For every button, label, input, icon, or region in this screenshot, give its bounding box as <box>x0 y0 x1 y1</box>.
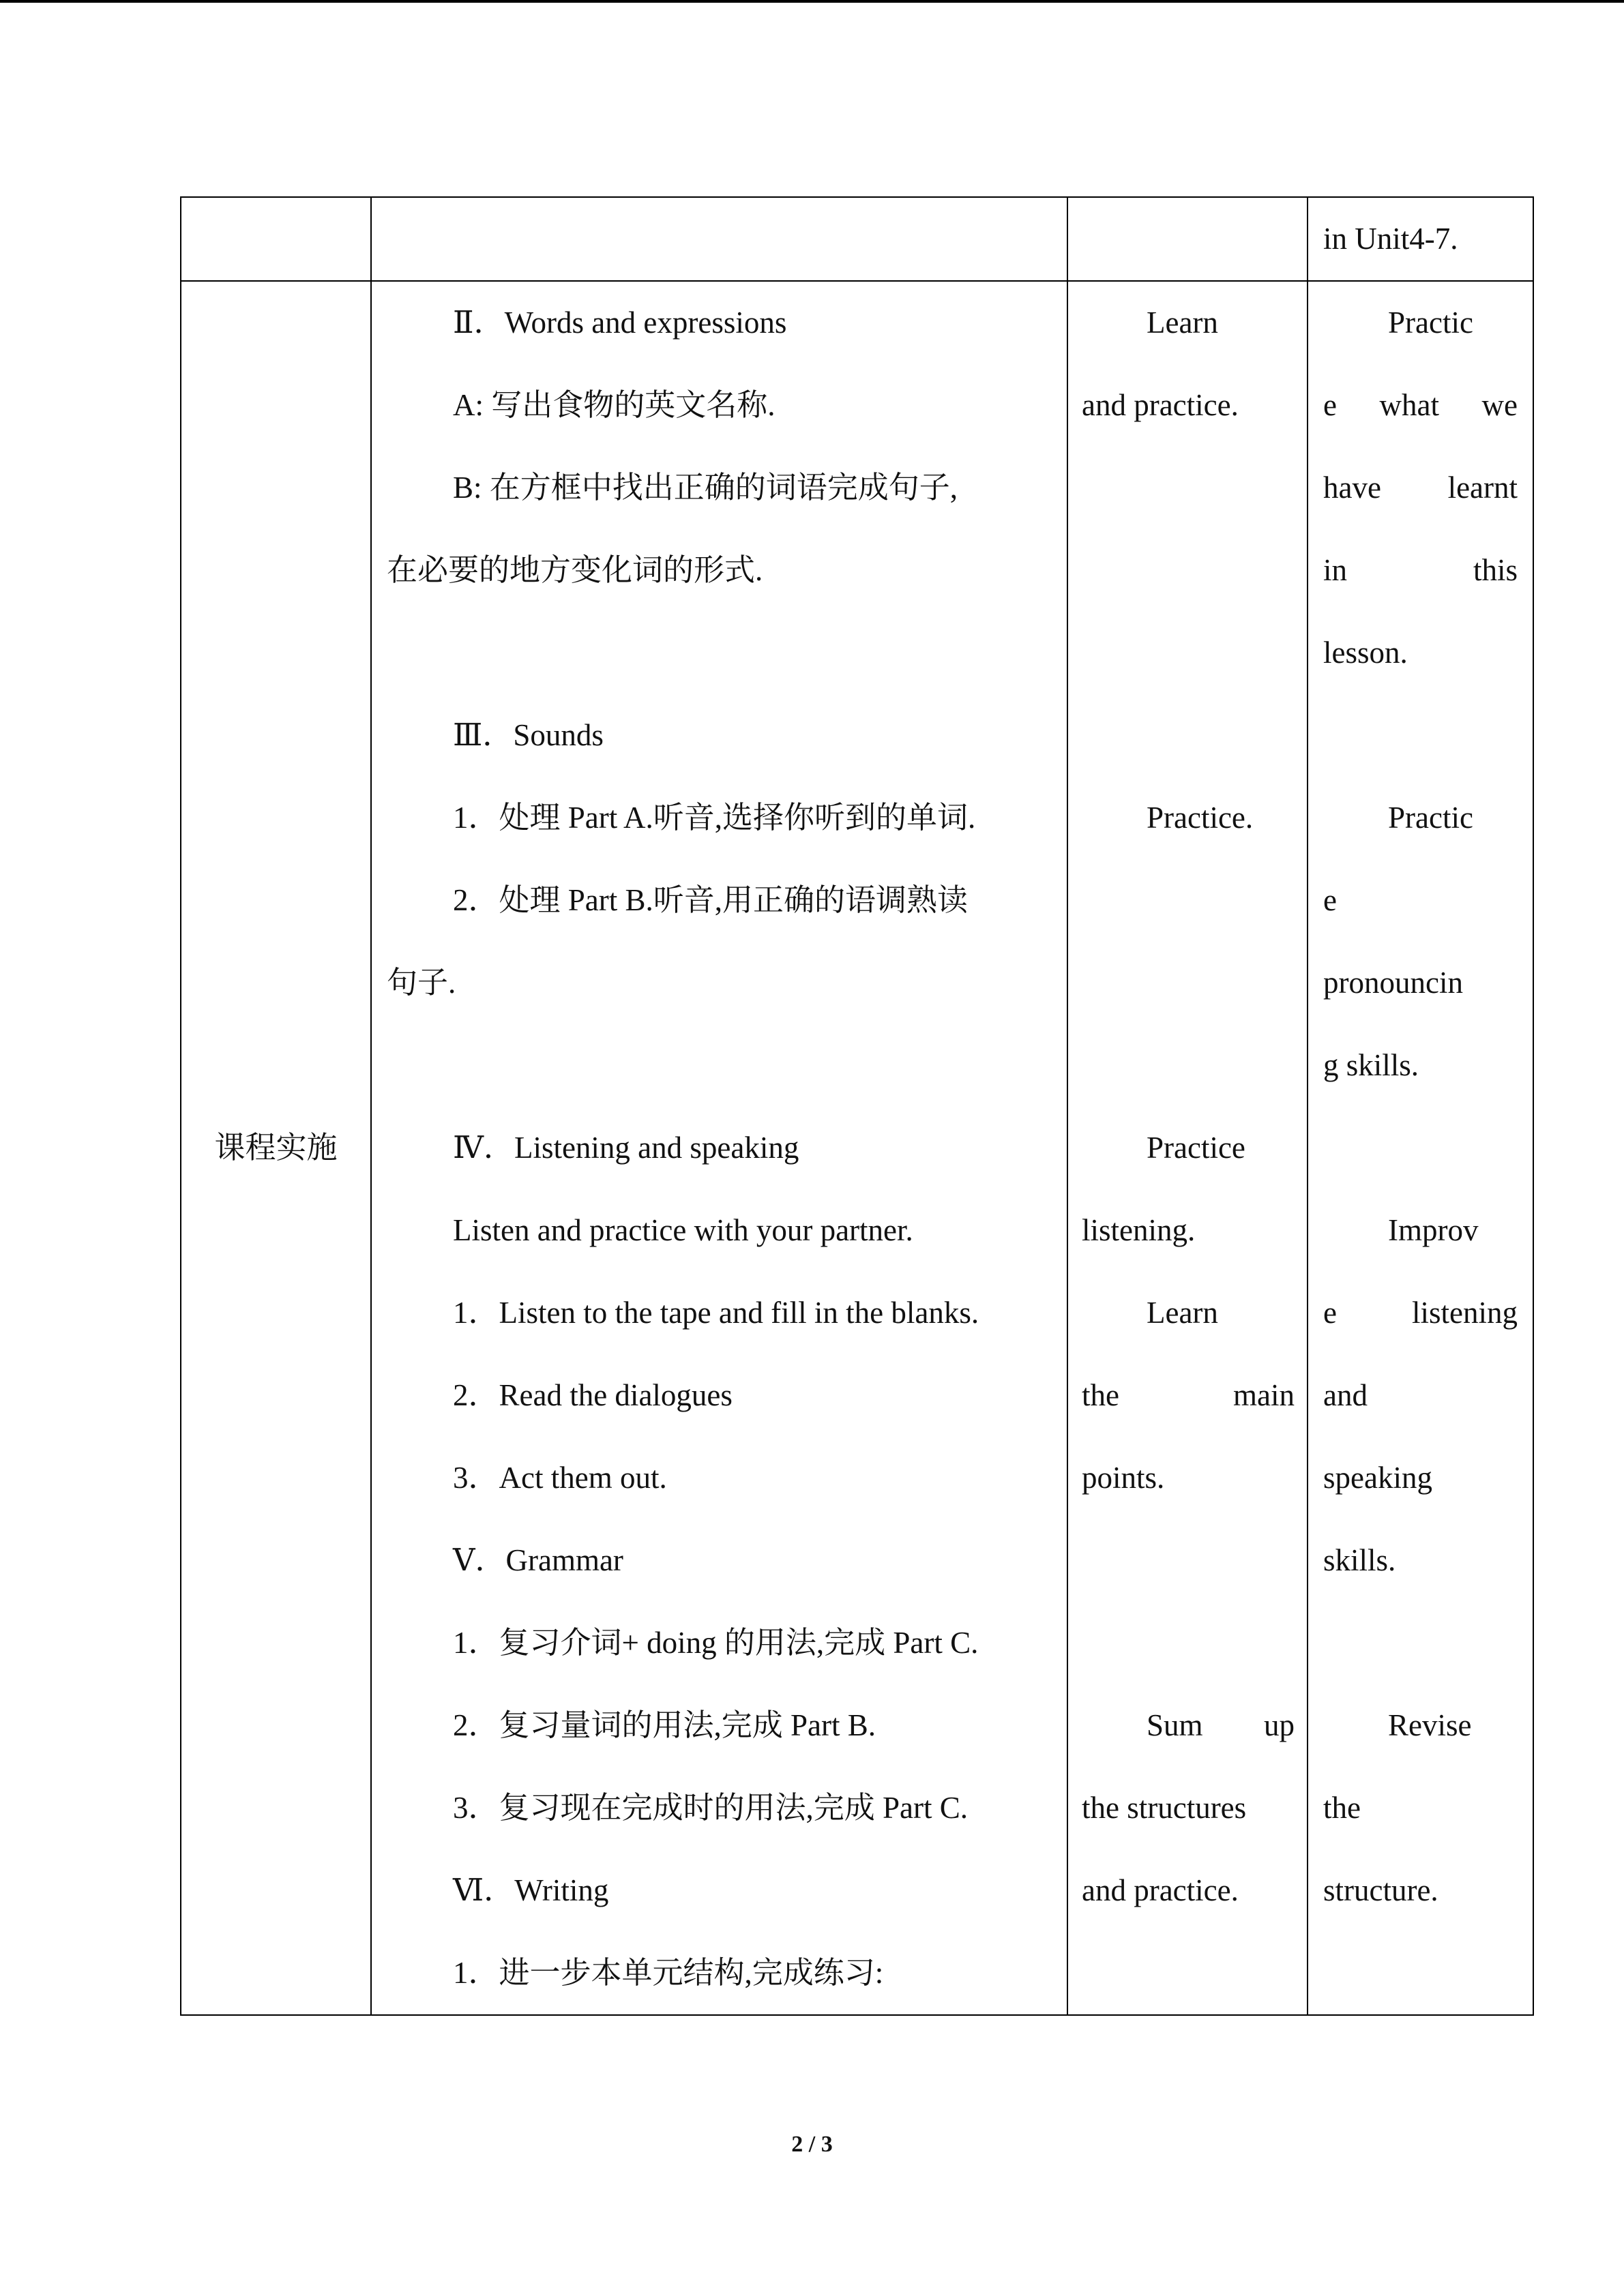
purpose-revise: Revise <box>1388 1708 1472 1742</box>
page-top-border <box>0 0 1624 3</box>
section-3-item-2-line2: 句子. <box>387 966 456 1000</box>
spacer <box>387 1024 1056 1107</box>
section-2-b-line2: 在必要的地方变化词的形式. <box>387 553 763 587</box>
purpose-structure: structure. <box>1323 1873 1438 1907</box>
page-number: 2 / 3 <box>791 2132 833 2157</box>
purpose-e-what-we: e what we <box>1323 388 1518 422</box>
section-4-title: Ⅳ．Listening and speaking <box>453 1131 799 1165</box>
purpose-have-learnt: have learnt <box>1323 471 1518 505</box>
purpose-improv: Improv <box>1388 1213 1479 1247</box>
cell-empty-label <box>181 197 371 281</box>
section-6-item-1: 1．进一步本单元结构,完成练习: <box>453 1956 884 1990</box>
content-cell <box>371 281 1067 2015</box>
activity-points: points. <box>1082 1461 1165 1495</box>
row-label-cell <box>181 281 371 2015</box>
section-5-title: Ⅴ．Grammar <box>453 1543 623 1577</box>
activity-practice: Practice. <box>1147 801 1254 835</box>
purpose-skills: skills. <box>1323 1543 1396 1577</box>
section-4-item-1: 1．Listen to the tape and fill in the blanks. <box>453 1296 979 1330</box>
section-3-item-1: 1．处理 Part A.听音,选择你听到的单词. <box>453 801 976 835</box>
cell-empty-activity <box>1067 197 1308 281</box>
activity-the-structures: the structures <box>1082 1791 1247 1825</box>
activity-sum-up: Sum up <box>1147 1708 1295 1742</box>
section-4-item-2: 2．Read the dialogues <box>453 1378 733 1412</box>
purpose-and: and <box>1323 1378 1368 1412</box>
purpose-g-skills: g skills. <box>1323 1048 1419 1082</box>
activity-listening: listening. <box>1082 1213 1196 1247</box>
activity-and-practice-2: and practice. <box>1082 1873 1239 1907</box>
purpose-lesson: lesson. <box>1323 636 1408 670</box>
purpose-practic-2: Practic <box>1388 801 1473 835</box>
cell-empty-content <box>371 197 1067 281</box>
section-2-b-line1: B: 在方框中找出正确的词语完成句子, <box>453 471 958 505</box>
table-row-continued <box>181 197 1533 281</box>
section-3-title: Ⅲ．Sounds <box>453 718 604 752</box>
row-label: 课程实施 <box>214 1131 338 1165</box>
section-4-intro: Listen and practice with your partner. <box>453 1213 913 1247</box>
section-2-title: Ⅱ．Words and expressions <box>453 305 787 340</box>
table-row-implementation <box>181 281 1533 2015</box>
activity-learn: Learn <box>1147 305 1218 340</box>
purpose-in-this: in this <box>1323 553 1518 587</box>
activity-cell <box>1067 281 1308 2015</box>
purpose-cell <box>1308 281 1533 2015</box>
section-4-item-3: 3．Act them out. <box>453 1461 667 1495</box>
cell-purpose-continued: in Unit4-7. <box>1308 197 1533 281</box>
purpose-speaking: speaking <box>1323 1461 1432 1495</box>
activity-learn-2: Learn <box>1147 1296 1218 1330</box>
purpose-e-listening: e listening <box>1323 1296 1518 1330</box>
activity-and-practice: and practice. <box>1082 388 1239 422</box>
purpose-pronouncin: pronouncin <box>1323 966 1463 1000</box>
section-3-item-2-line1: 2．处理 Part B.听音,用正确的语调熟读 <box>453 883 969 917</box>
activity-the-main: the main <box>1082 1378 1295 1412</box>
lesson-plan-table <box>180 196 1534 2016</box>
spacer <box>387 612 1056 694</box>
section-5-item-2: 2．复习量词的用法,完成 Part B. <box>453 1708 876 1742</box>
purpose-the: the <box>1323 1791 1361 1825</box>
section-5-item-1: 1．复习介词+ doing 的用法,完成 Part C. <box>453 1626 979 1660</box>
activity-practice-2: Practice <box>1147 1131 1245 1165</box>
section-6-title: Ⅵ．Writing <box>453 1873 609 1907</box>
purpose-e: e <box>1323 883 1337 917</box>
section-5-item-3: 3．复习现在完成时的用法,完成 Part C. <box>453 1791 969 1825</box>
purpose-practic: Practic <box>1388 305 1473 340</box>
section-2-a: A: 写出食物的英文名称. <box>453 388 776 422</box>
